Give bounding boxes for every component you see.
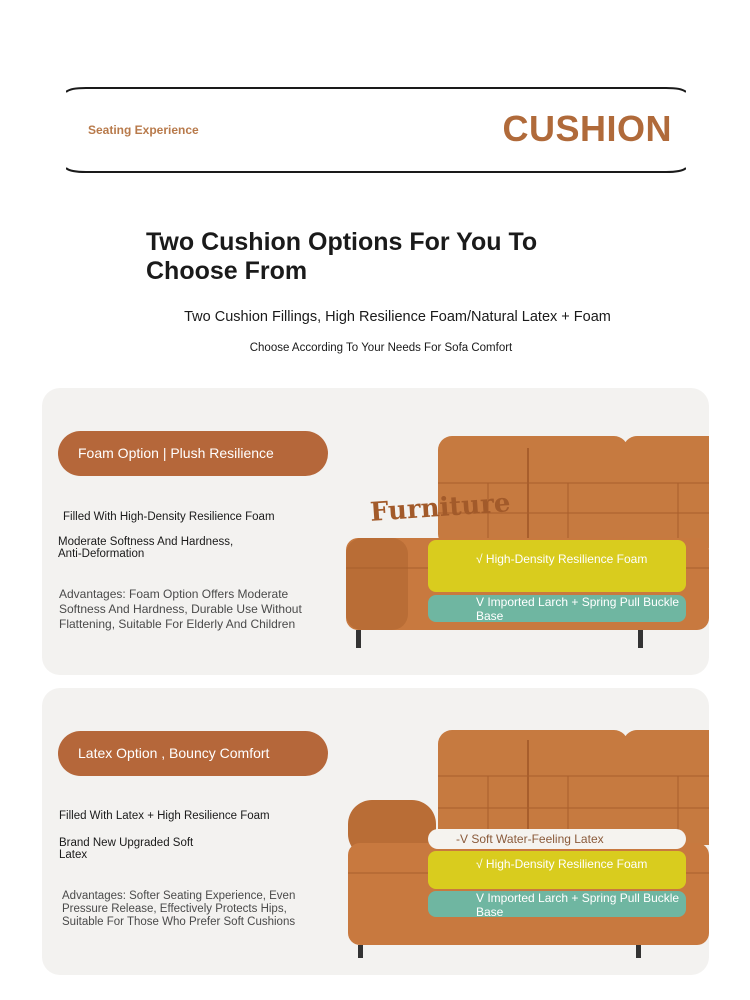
furniture-watermark: Furniture — [369, 488, 512, 528]
foam-option-pill: Foam Option | Plush Resilience — [58, 431, 328, 476]
banner-title: CUSHION — [502, 108, 672, 149]
latex-feature-line2: Latex — [59, 849, 88, 861]
foam-layer: √ High-Density Resilience Foam — [428, 540, 686, 592]
foam-advantages-text: Advantages: Foam Option Offers Moderate Softness And Hardness, Durable Use Without Flattening, Suitable For Elderly And Children — [59, 587, 302, 631]
latex-layer: -V Soft Water-Feeling Latex — [428, 829, 686, 849]
latex-option-pill: Latex Option , Bouncy Comfort — [58, 731, 328, 776]
latex-advantages-text: Advantages: Softer Seating Experience, Even Pressure Release, Effectively Protects Hips, Suitable For Those Who Prefer Soft Cushions — [62, 890, 296, 928]
foam-feature-line1: Moderate Softness And Hardness, — [58, 536, 234, 548]
page-note: Choose According To Your Needs For Sofa Comfort — [249, 342, 513, 354]
page-subtitle: Two Cushion Fillings, High Resilience Foam/Natural Latex + Foam — [184, 309, 611, 325]
header-banner — [66, 86, 686, 174]
foam-feature-line2: Anti-Deformation — [58, 548, 145, 560]
foam-option-card — [42, 388, 709, 675]
latex-filling-text: Filled With Latex + High Resilience Foam — [59, 810, 270, 822]
banner-subtitle: Seating Experience — [88, 123, 199, 137]
foam-layer-latex: √ High-Density Resilience Foam — [428, 851, 686, 889]
base-layer-latex: V Imported Larch + Spring Pull Buckle Base — [428, 891, 686, 917]
page-title: Two Cushion Options For You To Choose From — [146, 228, 538, 285]
latex-feature-line1: Brand New Upgraded Soft — [59, 837, 194, 849]
foam-filling-text: Filled With High-Density Resilience Foam — [63, 511, 275, 523]
sofa-image — [338, 418, 709, 658]
base-layer: V Imported Larch + Spring Pull Buckle Base — [428, 595, 686, 622]
latex-option-card — [42, 688, 709, 975]
